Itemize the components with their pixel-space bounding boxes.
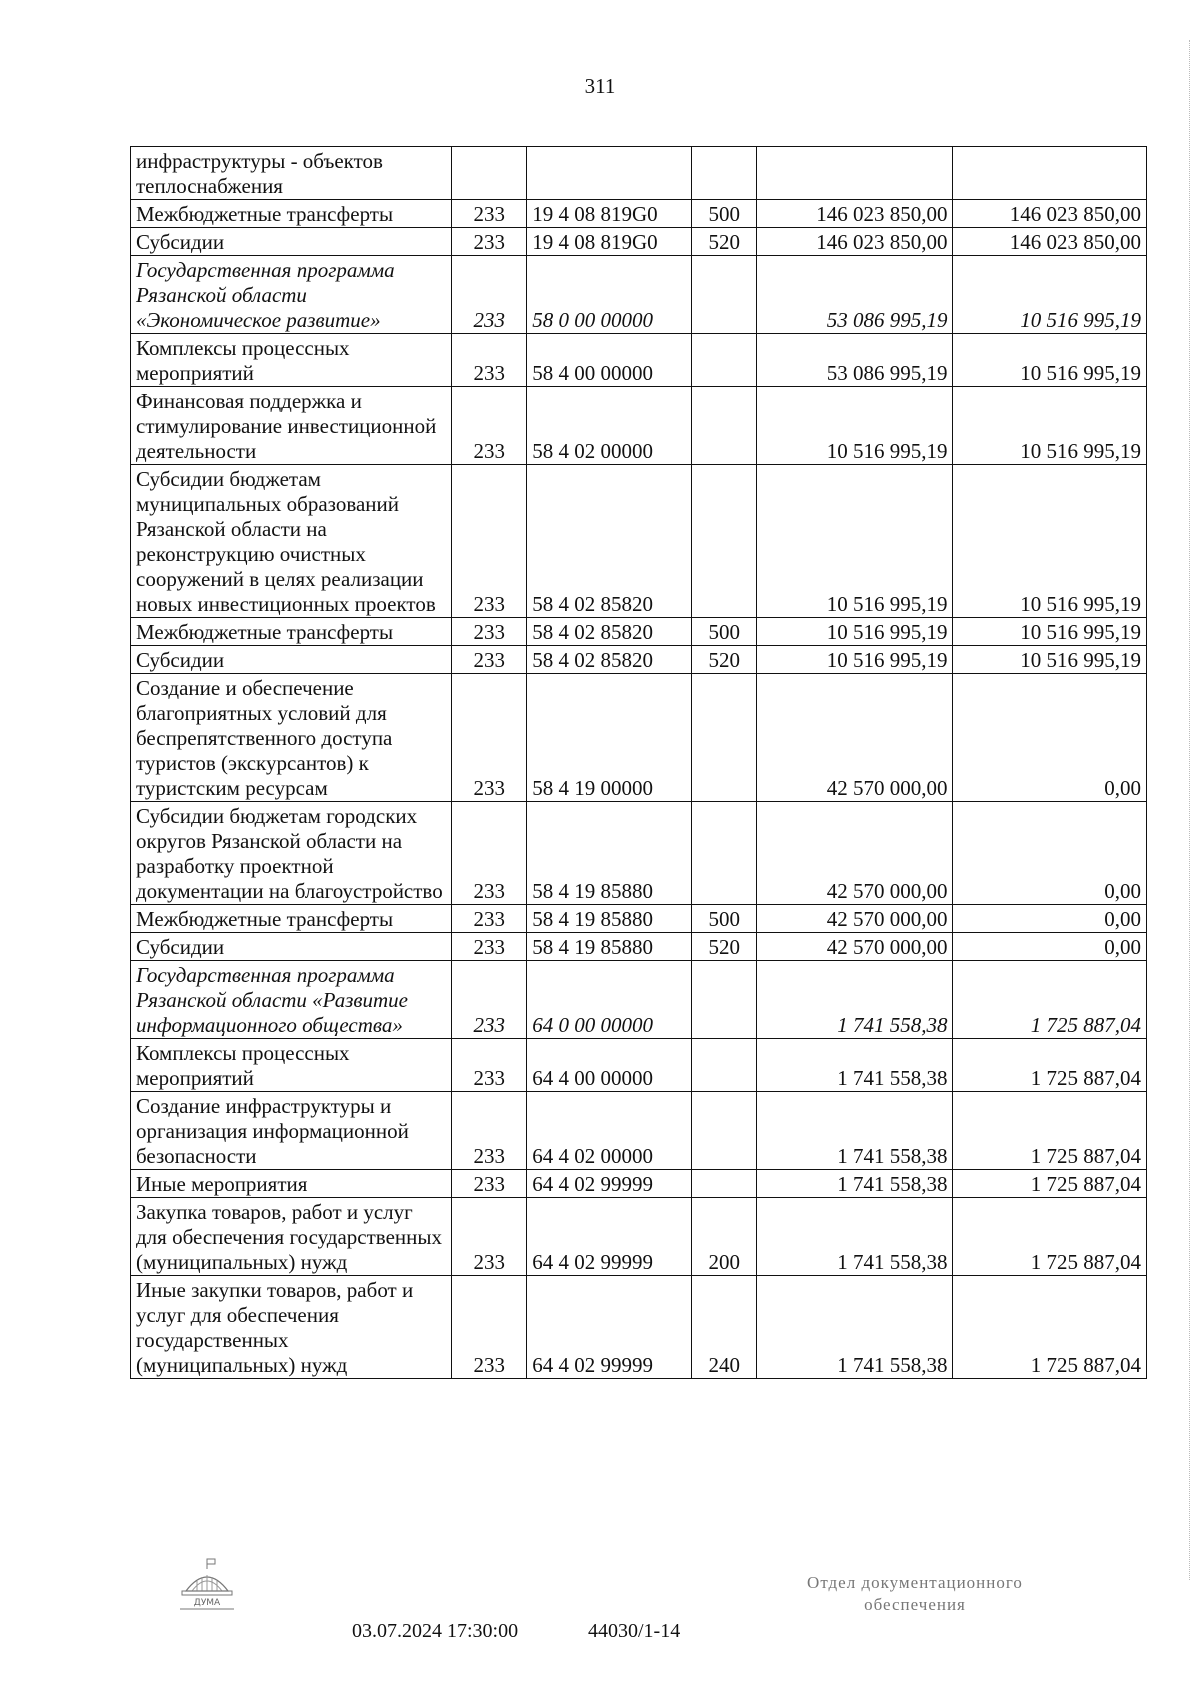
table-row xyxy=(131,200,1147,228)
row-sum2-cell: 0,00 xyxy=(953,802,1147,905)
row-vr-cell xyxy=(692,387,757,465)
row-name-cell: Иные закупки товаров, работ и услуг для обеспечения государственных (муниципальных) нужд xyxy=(131,1276,452,1379)
row-csr-cell: 64 4 02 00000 xyxy=(527,1092,692,1170)
row-csr-cell: 58 4 02 85820 xyxy=(527,646,692,674)
row-grbs-cell: 233 xyxy=(452,1039,527,1092)
table-row xyxy=(131,334,1147,387)
department-stamp xyxy=(770,1572,1060,1616)
row-vr-cell xyxy=(692,147,757,200)
duma-logo-icon xyxy=(178,1557,236,1616)
row-grbs-cell: 233 xyxy=(452,334,527,387)
row-name-cell: Финансовая поддержка и стимулирование инвестиционной деятельности xyxy=(131,387,452,465)
page-number: 311 xyxy=(584,74,616,98)
row-sum1-cell: 1 741 558,38 xyxy=(757,1039,953,1092)
row-vr-cell: 500 xyxy=(692,618,757,646)
row-name-cell: Субсидии xyxy=(131,933,452,961)
row-name-cell: Межбюджетные трансферты xyxy=(131,618,452,646)
row-sum1-cell: 146 023 850,00 xyxy=(757,228,953,256)
row-sum2-cell: 10 516 995,19 xyxy=(953,256,1147,334)
row-sum2-cell xyxy=(953,147,1147,200)
table-row xyxy=(131,1198,1147,1276)
row-grbs-cell: 233 xyxy=(452,646,527,674)
row-csr-cell: 58 4 19 85880 xyxy=(527,905,692,933)
table-row xyxy=(131,465,1147,618)
table-row xyxy=(131,905,1147,933)
row-grbs-cell: 233 xyxy=(452,1092,527,1170)
table-row xyxy=(131,228,1147,256)
row-vr-cell xyxy=(692,802,757,905)
row-sum1-cell: 42 570 000,00 xyxy=(757,674,953,802)
row-sum1-cell: 53 086 995,19 xyxy=(757,334,953,387)
table-row xyxy=(131,147,1147,200)
row-grbs-cell: 233 xyxy=(452,387,527,465)
row-sum1-cell: 42 570 000,00 xyxy=(757,905,953,933)
row-csr-cell: 64 4 00 00000 xyxy=(527,1039,692,1092)
row-sum1-cell: 1 741 558,38 xyxy=(757,1170,953,1198)
row-csr-cell: 64 4 02 99999 xyxy=(527,1276,692,1379)
row-sum2-cell: 146 023 850,00 xyxy=(953,228,1147,256)
row-name-cell: Субсидии xyxy=(131,228,452,256)
row-vr-cell xyxy=(692,1039,757,1092)
table-row xyxy=(131,1039,1147,1092)
row-sum2-cell: 1 725 887,04 xyxy=(953,1276,1147,1379)
row-name-cell: Создание и обеспечение благоприятных условий для беспрепятственного доступа туристов (экскурсантов) к туристским ресурсам xyxy=(131,674,452,802)
row-grbs-cell: 233 xyxy=(452,933,527,961)
table-row xyxy=(131,1092,1147,1170)
row-sum1-cell: 1 741 558,38 xyxy=(757,1198,953,1276)
row-sum2-cell: 1 725 887,04 xyxy=(953,1039,1147,1092)
row-grbs-cell: 233 xyxy=(452,200,527,228)
row-csr-cell xyxy=(527,147,692,200)
row-sum1-cell: 42 570 000,00 xyxy=(757,802,953,905)
table-row xyxy=(131,961,1147,1039)
row-sum2-cell: 0,00 xyxy=(953,674,1147,802)
row-grbs-cell: 233 xyxy=(452,1170,527,1198)
row-sum1-cell: 10 516 995,19 xyxy=(757,618,953,646)
row-name-cell: Межбюджетные трансферты xyxy=(131,200,452,228)
table-row xyxy=(131,933,1147,961)
row-sum2-cell: 0,00 xyxy=(953,933,1147,961)
row-vr-cell xyxy=(692,674,757,802)
row-vr-cell: 240 xyxy=(692,1276,757,1379)
row-sum2-cell: 1 725 887,04 xyxy=(953,961,1147,1039)
row-csr-cell: 64 4 02 99999 xyxy=(527,1198,692,1276)
row-csr-cell: 58 4 19 00000 xyxy=(527,674,692,802)
row-name-cell: Субсидии бюджетам городских округов Рязанской области на разработку проектной документации на благоустройство xyxy=(131,802,452,905)
row-sum1-cell: 1 741 558,38 xyxy=(757,1092,953,1170)
row-csr-cell: 19 4 08 819G0 xyxy=(527,200,692,228)
table-row xyxy=(131,1170,1147,1198)
row-sum2-cell: 10 516 995,19 xyxy=(953,646,1147,674)
stamp-line-1: Отдел документационного xyxy=(807,1573,1023,1592)
table-row xyxy=(131,618,1147,646)
row-sum1-cell: 10 516 995,19 xyxy=(757,465,953,618)
row-csr-cell: 58 4 02 85820 xyxy=(527,618,692,646)
table-row xyxy=(131,387,1147,465)
row-sum2-cell: 1 725 887,04 xyxy=(953,1092,1147,1170)
row-name-cell: Межбюджетные трансферты xyxy=(131,905,452,933)
row-csr-cell: 19 4 08 819G0 xyxy=(527,228,692,256)
row-vr-cell xyxy=(692,256,757,334)
table-row xyxy=(131,646,1147,674)
row-name-cell: Создание инфраструктуры и организация информационной безопасности xyxy=(131,1092,452,1170)
row-sum1-cell: 10 516 995,19 xyxy=(757,646,953,674)
row-grbs-cell: 233 xyxy=(452,465,527,618)
row-grbs-cell: 233 xyxy=(452,961,527,1039)
row-vr-cell xyxy=(692,334,757,387)
row-sum2-cell: 0,00 xyxy=(953,905,1147,933)
row-name-cell: Иные мероприятия xyxy=(131,1170,452,1198)
row-name-cell: Комплексы процессных мероприятий xyxy=(131,334,452,387)
row-grbs-cell: 233 xyxy=(452,618,527,646)
row-grbs-cell: 233 xyxy=(452,905,527,933)
row-vr-cell: 500 xyxy=(692,200,757,228)
footer-doc-number: 44030/1-14 xyxy=(588,1620,681,1642)
row-vr-cell xyxy=(692,1170,757,1198)
row-name-cell: Субсидии xyxy=(131,646,452,674)
table-row xyxy=(131,802,1147,905)
row-csr-cell: 64 4 02 99999 xyxy=(527,1170,692,1198)
row-sum2-cell: 10 516 995,19 xyxy=(953,618,1147,646)
row-sum2-cell: 10 516 995,19 xyxy=(953,334,1147,387)
duma-emblem-svg xyxy=(178,1557,236,1611)
row-sum2-cell: 10 516 995,19 xyxy=(953,387,1147,465)
row-sum1-cell: 10 516 995,19 xyxy=(757,387,953,465)
row-sum2-cell: 10 516 995,19 xyxy=(953,465,1147,618)
row-vr-cell xyxy=(692,465,757,618)
row-name-cell: инфраструктуры - объектов теплоснабжения xyxy=(131,147,452,200)
row-grbs-cell: 233 xyxy=(452,1276,527,1379)
row-csr-cell: 58 4 02 85820 xyxy=(527,465,692,618)
row-csr-cell: 58 4 02 00000 xyxy=(527,387,692,465)
row-csr-cell: 64 0 00 00000 xyxy=(527,961,692,1039)
row-vr-cell: 500 xyxy=(692,905,757,933)
stamp-line-2: обеспечения xyxy=(864,1595,966,1614)
budget-table xyxy=(130,146,1147,1379)
row-name-cell: Государственная программа Рязанской области «Экономическое развитие» xyxy=(131,256,452,334)
row-sum2-cell: 1 725 887,04 xyxy=(953,1198,1147,1276)
row-sum1-cell xyxy=(757,147,953,200)
row-vr-cell: 520 xyxy=(692,933,757,961)
table-row xyxy=(131,674,1147,802)
row-grbs-cell: 233 xyxy=(452,1198,527,1276)
row-sum1-cell: 42 570 000,00 xyxy=(757,933,953,961)
row-name-cell: Комплексы процессных мероприятий xyxy=(131,1039,452,1092)
row-name-cell: Закупка товаров, работ и услуг для обеспечения государственных (муниципальных) нужд xyxy=(131,1198,452,1276)
row-grbs-cell xyxy=(452,147,527,200)
row-vr-cell: 520 xyxy=(692,228,757,256)
table-row xyxy=(131,1276,1147,1379)
row-vr-cell: 520 xyxy=(692,646,757,674)
row-sum2-cell: 1 725 887,04 xyxy=(953,1170,1147,1198)
row-name-cell: Субсидии бюджетам муниципальных образований Рязанской области на реконструкцию очистных сооружений в целях реализации новых инвестиционных проектов xyxy=(131,465,452,618)
scan-edge-marks xyxy=(1189,40,1196,1580)
row-sum1-cell: 53 086 995,19 xyxy=(757,256,953,334)
budget-table-body xyxy=(131,147,1147,1379)
row-sum1-cell: 1 741 558,38 xyxy=(757,961,953,1039)
row-vr-cell xyxy=(692,1092,757,1170)
row-grbs-cell: 233 xyxy=(452,256,527,334)
row-grbs-cell: 233 xyxy=(452,674,527,802)
footer-datetime: 03.07.2024 17:30:00 xyxy=(352,1620,519,1642)
row-sum1-cell: 1 741 558,38 xyxy=(757,1276,953,1379)
row-csr-cell: 58 0 00 00000 xyxy=(527,256,692,334)
row-grbs-cell: 233 xyxy=(452,802,527,905)
table-row xyxy=(131,256,1147,334)
row-csr-cell: 58 4 19 85880 xyxy=(527,933,692,961)
row-vr-cell xyxy=(692,961,757,1039)
row-sum2-cell: 146 023 850,00 xyxy=(953,200,1147,228)
row-csr-cell: 58 4 19 85880 xyxy=(527,802,692,905)
row-vr-cell: 200 xyxy=(692,1198,757,1276)
row-name-cell: Государственная программа Рязанской области «Развитие информационного общества» xyxy=(131,961,452,1039)
duma-logo-text: ДУМА xyxy=(193,1598,221,1608)
row-csr-cell: 58 4 00 00000 xyxy=(527,334,692,387)
row-grbs-cell: 233 xyxy=(452,228,527,256)
row-sum1-cell: 146 023 850,00 xyxy=(757,200,953,228)
